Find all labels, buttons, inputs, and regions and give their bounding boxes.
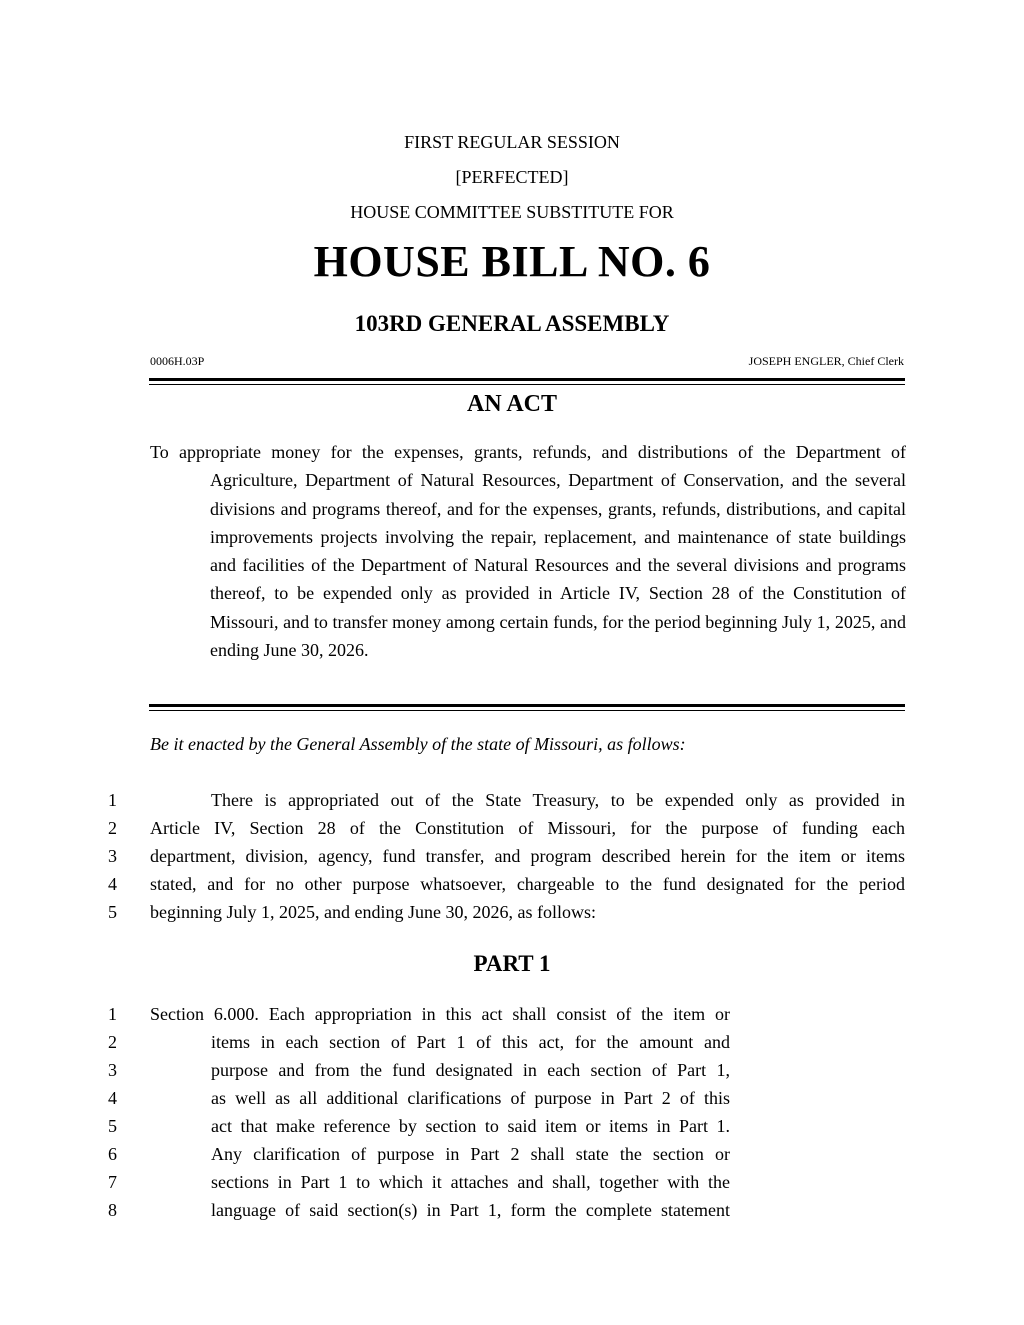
line-number: 6 [108,1144,117,1164]
line-text: Section 6.000. Each appropriation in this act shall consist of the item or [150,1004,730,1024]
line-text: purpose and from the fund designated in each section of Part 1, [211,1060,730,1080]
intro-line [0,818,1024,846]
intro-line [0,846,1024,874]
section-line [0,1060,1024,1088]
line-number: 3 [108,846,117,866]
line-number: 4 [108,1088,117,1108]
line-number: 3 [108,1060,117,1080]
intro-line [0,902,1024,930]
line-text: Article IV, Section 28 of the Constitution of Missouri, for the purpose of funding each [150,818,905,838]
line-number: 2 [108,1032,117,1052]
title-divider [149,704,905,711]
line-number: 8 [108,1200,117,1220]
line-number: 1 [108,1004,117,1024]
enacting-clause: Be it enacted by the General Assembly of the state of Missouri, as follows: [150,734,686,754]
section-line [0,1004,1024,1032]
line-number: 5 [108,902,117,922]
line-number: 2 [108,818,117,838]
line-text: language of said section(s) in Part 1, form the complete statement [211,1200,730,1220]
line-text: Any clarification of purpose in Part 2 shall state the section or [211,1144,730,1164]
section-line [0,1172,1024,1200]
line-text: as well as all additional clarifications of purpose in Part 2 of this [211,1088,730,1108]
intro-line [0,790,1024,818]
header-divider [149,378,905,385]
act-heading: AN ACT [466,391,557,417]
line-text: items in each section of Part 1 of this act, for the amount and [211,1032,730,1052]
intro-line [0,874,1024,902]
line-text: beginning July 1, 2025, and ending June 30, 2026, as follows: [150,902,596,922]
line-text: stated, and for no other purpose whatsoever, chargeable to the fund designated for the period [150,874,905,894]
line-number: 5 [108,1116,117,1136]
section-line [0,1144,1024,1172]
line-text: department, division, agency, fund transfer, and program described herein for the item or items [150,846,905,866]
section-line [0,1200,1024,1228]
act-title: To appropriate money for the expenses, grants, refunds, and distributions of the Department of Agriculture, Department of Natural Resources, Department of Conservation, and the several divisions and programs thereof, and for the expenses, grants, refunds, distributions, and capital improvements projects involving the repair, replacement, and maintenance of state buildings and facilities of the Department of Natural Resources and the several divisions and programs thereof, to be expended only as provided in Article IV, Section 28 of the Constitution of Missouri, and to transfer money among certain funds, for the period beginning July 1, 2025, and ending June 30, 2026. [150,442,906,661]
line-text: act that make reference by section to said item or items in Part 1. [211,1116,730,1136]
status-line: [PERFECTED] [455,167,569,187]
section-line [0,1088,1024,1116]
session-line: FIRST REGULAR SESSION [404,132,620,152]
part-heading: PART 1 [473,951,551,976]
section-line [0,1032,1024,1060]
bill-code: 0006H.03P [150,354,205,368]
chief-clerk: JOSEPH ENGLER, Chief Clerk [748,354,904,368]
line-text: There is appropriated out of the State Treasury, to be expended only as provided in [211,790,905,810]
line-number: 7 [108,1172,117,1192]
line-number: 1 [108,790,117,810]
line-number: 4 [108,874,117,894]
substitute-line: HOUSE COMMITTEE SUBSTITUTE FOR [350,202,674,222]
bill-title: HOUSE BILL NO. 6 [313,237,711,286]
line-text: sections in Part 1 to which it attaches and shall, together with the [211,1172,730,1192]
assembly-line: 103RD GENERAL ASSEMBLY [354,311,670,336]
section-line [0,1116,1024,1144]
